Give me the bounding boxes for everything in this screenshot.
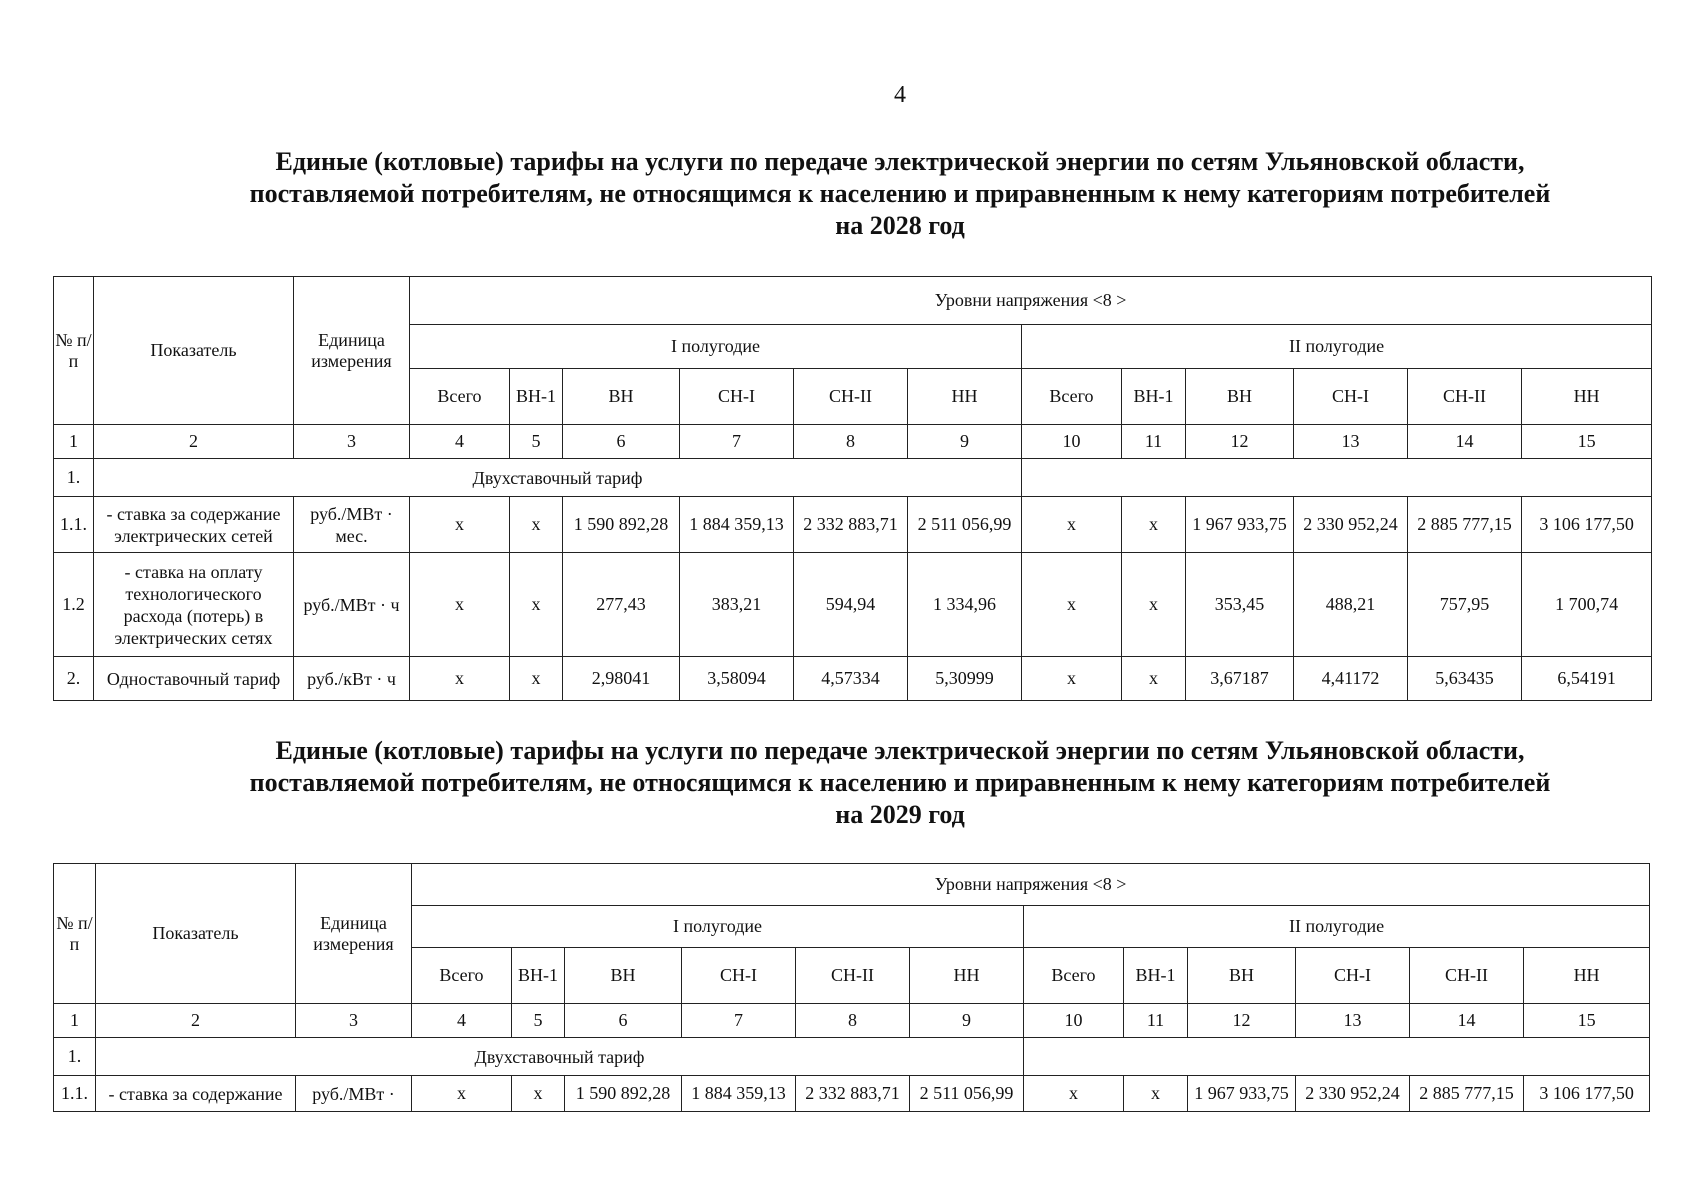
header-indicator: Показатель [96, 864, 296, 1004]
section-no: 1. [54, 1038, 96, 1076]
col-header: ВН-1 [1124, 948, 1188, 1004]
row-label: - ставка на оплату технологического расхода (потерь) в электрических сетях [94, 553, 294, 657]
row-no: 1.2 [54, 553, 94, 657]
row-no: 1.1. [54, 1076, 96, 1112]
col-number: 3 [296, 1004, 412, 1038]
cell-value: х [512, 1076, 565, 1112]
col-header: ВН-1 [510, 369, 563, 425]
cell-value: х [1124, 1076, 1188, 1112]
cell-value: 277,43 [563, 553, 680, 657]
tariff-table-2029 [53, 863, 1650, 1112]
header-no: № п/п [54, 864, 96, 1004]
col-header: Всего [410, 369, 510, 425]
header-half-1: I полугодие [412, 906, 1024, 948]
title-line: поставляемой потребителям, не относящимся к населению и приравненным к нему категориям потребителей [249, 768, 1551, 797]
col-header: СН-I [680, 369, 794, 425]
col-number: 12 [1188, 1004, 1296, 1038]
header-unit: Единица измерения [294, 277, 410, 425]
col-number: 5 [510, 425, 563, 459]
col-header: СН-II [794, 369, 908, 425]
table-row [54, 553, 1652, 657]
cell-value: 2,98041 [563, 657, 680, 701]
title-line: на 2028 год [835, 211, 965, 240]
cell-value: 488,21 [1294, 553, 1408, 657]
cell-value: х [510, 553, 563, 657]
col-header: СН-I [682, 948, 796, 1004]
cell-value: 3,67187 [1186, 657, 1294, 701]
cell-value: х [1022, 497, 1122, 553]
cell-value: 2 332 883,71 [794, 497, 908, 553]
col-number: 11 [1122, 425, 1186, 459]
cell-value: 2 332 883,71 [796, 1076, 910, 1112]
cell-value: 2 330 952,24 [1296, 1076, 1410, 1112]
col-number: 6 [565, 1004, 682, 1038]
col-header: НН [908, 369, 1022, 425]
cell-value: 4,57334 [794, 657, 908, 701]
cell-value: 1 967 933,75 [1186, 497, 1294, 553]
section-label: Двухставочный тариф [96, 1038, 1024, 1076]
table-title-2028 [140, 146, 1660, 242]
col-number: 2 [94, 425, 294, 459]
cell-value: 1 590 892,28 [563, 497, 680, 553]
cell-value: х [510, 497, 563, 553]
cell-value: х [510, 657, 563, 701]
cell-value: 2 330 952,24 [1294, 497, 1408, 553]
row-label: - ставка за содержание электрических сетей [94, 497, 294, 553]
col-header: СН-I [1294, 369, 1408, 425]
col-number: 6 [563, 425, 680, 459]
col-number: 8 [794, 425, 908, 459]
col-header: СН-II [1410, 948, 1524, 1004]
header-half-1: I полугодие [410, 325, 1022, 369]
col-number: 10 [1024, 1004, 1124, 1038]
cell-value: х [1122, 657, 1186, 701]
cell-value: х [412, 1076, 512, 1112]
col-number: 11 [1124, 1004, 1188, 1038]
section-no: 1. [54, 459, 94, 497]
col-header: ВН-1 [1122, 369, 1186, 425]
col-number: 15 [1524, 1004, 1650, 1038]
cell-value: 5,63435 [1408, 657, 1522, 701]
cell-value: 6,54191 [1522, 657, 1652, 701]
table-title-2029 [140, 735, 1660, 831]
col-number: 3 [294, 425, 410, 459]
cell-value: 1 334,96 [908, 553, 1022, 657]
col-header: ВН [563, 369, 680, 425]
cell-value: х [410, 657, 510, 701]
col-number: 7 [682, 1004, 796, 1038]
cell-value: 5,30999 [908, 657, 1022, 701]
col-header: СН-I [1296, 948, 1410, 1004]
cell-value: 757,95 [1408, 553, 1522, 657]
title-line: на 2029 год [835, 800, 965, 829]
col-header: НН [1522, 369, 1652, 425]
cell-value: 353,45 [1186, 553, 1294, 657]
col-number: 8 [796, 1004, 910, 1038]
section-label: Двухставочный тариф [94, 459, 1022, 497]
title-line: Единые (котловые) тарифы на услуги по передаче электрической энергии по сетям Ульяновской области, [275, 147, 1525, 176]
cell-value: 3 106 177,50 [1524, 1076, 1650, 1112]
table-row [54, 657, 1652, 701]
col-header: Всего [1024, 948, 1124, 1004]
col-number: 4 [412, 1004, 512, 1038]
col-number: 7 [680, 425, 794, 459]
row-unit: руб./кВт · ч [294, 657, 410, 701]
col-header: ВН [1188, 948, 1296, 1004]
cell-value: 3,58094 [680, 657, 794, 701]
col-header: ВН [1186, 369, 1294, 425]
col-number: 15 [1522, 425, 1652, 459]
cell-value: 594,94 [794, 553, 908, 657]
table-row [54, 497, 1652, 553]
row-label: - ставка за содержание [96, 1076, 296, 1112]
col-header: ВН-1 [512, 948, 565, 1004]
col-number: 2 [96, 1004, 296, 1038]
col-number: 1 [54, 425, 94, 459]
cell-value: 4,41172 [1294, 657, 1408, 701]
header-half-2: II полугодие [1024, 906, 1650, 948]
col-number: 14 [1410, 1004, 1524, 1038]
title-line: Единые (котловые) тарифы на услуги по передаче электрической энергии по сетям Ульяновской области, [275, 736, 1525, 765]
cell-value: 1 884 359,13 [682, 1076, 796, 1112]
header-unit: Единица измерения [296, 864, 412, 1004]
header-half-2: II полугодие [1022, 325, 1652, 369]
header-no: № п/п [54, 277, 94, 425]
row-unit: руб./МВт · ч [294, 553, 410, 657]
cell-value: 1 700,74 [1522, 553, 1652, 657]
col-number: 10 [1022, 425, 1122, 459]
section-empty-cell [1022, 459, 1652, 497]
page-number: 4 [894, 82, 906, 108]
cell-value: 2 885 777,15 [1408, 497, 1522, 553]
cell-value: 1 967 933,75 [1188, 1076, 1296, 1112]
col-number: 5 [512, 1004, 565, 1038]
col-number: 13 [1294, 425, 1408, 459]
cell-value: х [1122, 553, 1186, 657]
col-number: 4 [410, 425, 510, 459]
cell-value: 2 511 056,99 [908, 497, 1022, 553]
cell-value: х [1022, 553, 1122, 657]
col-number: 13 [1296, 1004, 1410, 1038]
col-number: 9 [908, 425, 1022, 459]
col-header: СН-II [1408, 369, 1522, 425]
cell-value: х [1024, 1076, 1124, 1112]
col-number: 14 [1408, 425, 1522, 459]
header-voltage-levels: Уровни напряжения <8 > [412, 864, 1650, 906]
col-header: Всего [412, 948, 512, 1004]
table-row [54, 1076, 1650, 1112]
section-empty-cell [1024, 1038, 1650, 1076]
col-number: 1 [54, 1004, 96, 1038]
row-unit: руб./МВт · мес. [294, 497, 410, 553]
col-number: 9 [910, 1004, 1024, 1038]
cell-value: 2 511 056,99 [910, 1076, 1024, 1112]
cell-value: 3 106 177,50 [1522, 497, 1652, 553]
col-header: НН [910, 948, 1024, 1004]
cell-value: 383,21 [680, 553, 794, 657]
cell-value: х [1122, 497, 1186, 553]
col-header: СН-II [796, 948, 910, 1004]
cell-value: х [410, 497, 510, 553]
cell-value: 2 885 777,15 [1410, 1076, 1524, 1112]
header-indicator: Показатель [94, 277, 294, 425]
cell-value: 1 590 892,28 [565, 1076, 682, 1112]
header-voltage-levels: Уровни напряжения <8 > [410, 277, 1652, 325]
col-number: 12 [1186, 425, 1294, 459]
title-line: поставляемой потребителям, не относящимся к населению и приравненным к нему категориям потребителей [249, 179, 1551, 208]
row-label: Одноставочный тариф [94, 657, 294, 701]
cell-value: х [1022, 657, 1122, 701]
cell-value: 1 884 359,13 [680, 497, 794, 553]
col-header: НН [1524, 948, 1650, 1004]
tariff-table-2028 [53, 276, 1652, 701]
col-header: ВН [565, 948, 682, 1004]
row-no: 2. [54, 657, 94, 701]
row-no: 1.1. [54, 497, 94, 553]
cell-value: х [410, 553, 510, 657]
row-unit: руб./МВт · [296, 1076, 412, 1112]
col-header: Всего [1022, 369, 1122, 425]
